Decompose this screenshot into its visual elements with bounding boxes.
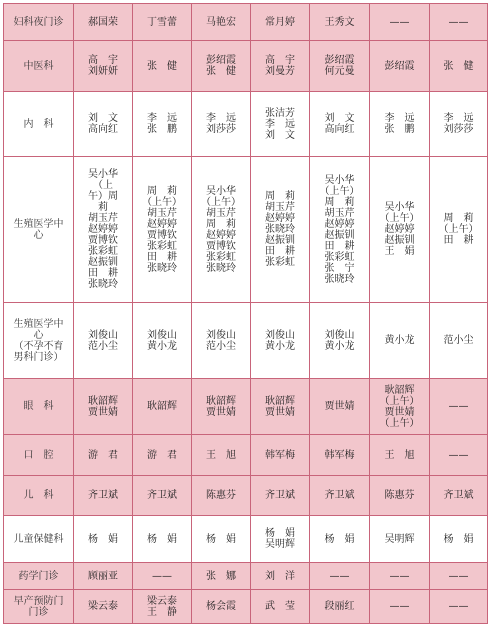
doctor-cell	[310, 379, 370, 435]
doctor-names: 耿韶辉	[147, 401, 177, 412]
doctor-cell	[74, 4, 133, 41]
schedule-row	[4, 92, 488, 157]
doctor-names: ——	[448, 449, 469, 461]
doctor-names: 陈惠芬	[384, 490, 415, 501]
doctor-names: 耿韶辉 贾世婧	[206, 395, 236, 418]
doctor-cell	[74, 92, 133, 157]
doctor-names: 吴小华 （上 午）周 莉 胡玉芹 赵婷婷 贾博钦 张彩虹 赵振钏 田 耕 张晓玲	[88, 169, 118, 290]
schedule-row	[4, 4, 488, 41]
doctor-cell	[370, 516, 430, 563]
doctor-names: 耿韶辉 （上午） 贾世婧 （上午）	[379, 384, 420, 429]
doctor-names: 周 莉 胡玉芹 赵婷婷 张晓玲 赵振钏 田 耕 张彩虹	[265, 191, 295, 268]
department-cell	[4, 563, 74, 590]
doctor-names: 杨 娟	[88, 533, 118, 545]
schedule-row	[4, 379, 488, 435]
department-name: 口 腔	[23, 449, 54, 461]
doctor-cell	[310, 563, 370, 590]
doctor-names: 刘俊山 黄小龙	[265, 329, 295, 352]
doctor-names: 彭绍霞 何元曼	[324, 55, 355, 77]
doctor-cell	[310, 516, 370, 563]
doctor-cell	[74, 379, 133, 435]
doctor-names: 张 娜	[206, 570, 236, 582]
doctor-names: 范小尘	[443, 335, 474, 346]
doctor-cell	[192, 476, 251, 516]
doctor-cell	[370, 41, 430, 92]
doctor-cell	[251, 563, 310, 590]
department-cell	[4, 379, 74, 435]
doctor-names: 顾丽亚	[88, 570, 118, 582]
doctor-cell	[251, 435, 310, 476]
department-name: 中医科	[23, 60, 54, 72]
doctor-cell	[251, 157, 310, 303]
doctor-names: ——	[448, 570, 469, 582]
department-name: 儿 科	[23, 490, 54, 501]
doctor-names: 齐卫斌	[88, 490, 118, 501]
doctor-cell	[370, 435, 430, 476]
doctor-names: 杨 娟	[206, 533, 236, 545]
doctor-names: ——	[152, 570, 172, 582]
doctor-names: 李 远 张 鹏	[147, 113, 177, 135]
doctor-names: ——	[389, 16, 410, 28]
doctor-cell	[192, 303, 251, 379]
doctor-cell	[192, 379, 251, 435]
doctor-names: 梁云泰 王 静	[147, 595, 177, 618]
doctor-names: 齐卫斌	[443, 490, 474, 501]
doctor-cell	[310, 157, 370, 303]
doctor-names: 高 宇 刘妍妍	[88, 55, 118, 77]
doctor-names: 王 旭	[384, 449, 415, 461]
doctor-names: 游 君	[88, 449, 118, 461]
doctor-cell	[370, 590, 430, 624]
doctor-cell	[430, 379, 488, 435]
department-name: 药学门诊	[18, 570, 59, 582]
doctor-cell	[430, 516, 488, 563]
doctor-names: 刘 洋	[265, 570, 295, 582]
doctor-names: 耿韶辉 贾世婧	[265, 395, 295, 418]
department-cell	[4, 476, 74, 516]
schedule-row	[4, 303, 488, 379]
schedule-row	[4, 516, 488, 563]
doctor-cell	[251, 4, 310, 41]
department-cell	[4, 92, 74, 157]
doctor-cell	[430, 4, 488, 41]
doctor-cell	[74, 435, 133, 476]
doctor-names: 游 君	[147, 449, 177, 461]
doctor-names: 彭绍霞 张 健	[206, 55, 236, 77]
doctor-names: ——	[389, 570, 410, 582]
doctor-cell	[370, 92, 430, 157]
department-cell	[4, 4, 74, 41]
doctor-names: ——	[389, 601, 410, 612]
department-cell	[4, 41, 74, 92]
doctor-names: 张洁芳 李 远 刘 文	[265, 107, 295, 141]
doctor-cell	[251, 379, 310, 435]
doctor-cell	[430, 157, 488, 303]
doctor-cell	[74, 590, 133, 624]
schedule-table	[3, 3, 488, 624]
doctor-names: 杨 娟	[147, 533, 177, 545]
department-name: 妇科夜门诊	[13, 16, 64, 28]
doctor-cell	[310, 590, 370, 624]
doctor-names: 武 莹	[265, 601, 295, 612]
doctor-names: 刘 文 高向红	[324, 113, 355, 135]
doctor-cell	[133, 563, 192, 590]
department-name: 早产预防门 门诊	[13, 595, 64, 618]
doctor-names: 耿韶辉 贾世婧	[88, 395, 118, 418]
doctor-cell	[74, 476, 133, 516]
doctor-cell	[74, 157, 133, 303]
doctor-cell	[370, 476, 430, 516]
doctor-cell	[251, 476, 310, 516]
doctor-names: 高 宇 刘曼芳	[265, 55, 295, 77]
doctor-cell	[192, 92, 251, 157]
department-name: 儿童保健科	[13, 533, 64, 545]
doctor-cell	[370, 4, 430, 41]
doctor-cell	[192, 157, 251, 303]
department-name: 生殖医学中 心	[13, 218, 64, 241]
doctor-cell	[310, 41, 370, 92]
doctor-names: ——	[329, 570, 350, 582]
doctor-cell	[133, 4, 192, 41]
doctor-cell	[310, 435, 370, 476]
doctor-cell	[74, 516, 133, 563]
doctor-names: 张 健	[147, 60, 177, 72]
department-name: 生殖医学中 心 （不孕不育 男科门诊）	[13, 318, 64, 363]
doctor-cell	[251, 303, 310, 379]
doctor-cell	[310, 4, 370, 41]
doctor-cell	[430, 563, 488, 590]
department-cell	[4, 516, 74, 563]
doctor-cell	[430, 435, 488, 476]
doctor-cell	[133, 379, 192, 435]
doctor-names: 吴明辉	[384, 533, 415, 545]
doctor-names: 张 健	[443, 60, 474, 72]
doctor-names: 韩军梅	[324, 449, 355, 461]
doctor-cell	[370, 303, 430, 379]
doctor-names: 王 旭	[206, 449, 236, 461]
doctor-names: 吴小华 （上午） 周 莉 胡玉芹 赵婷婷 赵振钏 田 耕 张彩虹 张 宁 张晓玲	[319, 174, 360, 285]
doctor-cell	[133, 476, 192, 516]
schedule-row	[4, 435, 488, 476]
doctor-names: 齐卫斌	[324, 490, 355, 501]
department-cell	[4, 303, 74, 379]
doctor-names: 彭绍霞	[384, 60, 415, 72]
doctor-cell	[74, 563, 133, 590]
doctor-names: 吴小华 （上午） 胡玉芹 周 莉 赵婷婷 贾博钦 张彩虹 张晓玲	[201, 185, 241, 274]
department-name: 内 科	[23, 118, 54, 130]
doctor-names: 杨 娟 吴明辉	[265, 528, 295, 550]
doctor-cell	[251, 516, 310, 563]
department-name: 眼 科	[23, 401, 54, 412]
doctor-cell	[251, 92, 310, 157]
doctor-names: 常月婷	[265, 16, 295, 28]
doctor-names: 刘 文 高向红	[88, 113, 118, 135]
doctor-cell	[430, 41, 488, 92]
schedule-row	[4, 590, 488, 624]
doctor-names: 杨会霞	[206, 601, 236, 612]
doctor-cell	[133, 41, 192, 92]
doctor-cell	[370, 563, 430, 590]
doctor-names: 梁云泰	[88, 601, 118, 612]
doctor-names: 李 远 张 鹏	[384, 113, 415, 135]
doctor-cell	[370, 379, 430, 435]
doctor-names: 杨 娟	[324, 533, 355, 545]
doctor-cell	[430, 476, 488, 516]
doctor-cell	[133, 92, 192, 157]
doctor-cell	[74, 41, 133, 92]
doctor-cell	[251, 590, 310, 624]
doctor-cell	[192, 4, 251, 41]
department-cell	[4, 157, 74, 303]
doctor-names: 周 莉 （上午） 田 耕	[438, 213, 479, 246]
doctor-names: 刘俊山 黄小龙	[324, 329, 355, 352]
doctor-names: 段丽红	[324, 601, 355, 612]
doctor-cell	[74, 303, 133, 379]
doctor-cell	[251, 41, 310, 92]
doctor-names: 刘俊山 范小尘	[88, 329, 118, 352]
department-cell	[4, 435, 74, 476]
schedule-row	[4, 157, 488, 303]
doctor-names: 刘俊山 范小尘	[206, 329, 236, 352]
doctor-names: ——	[448, 601, 469, 612]
doctor-names: 齐卫斌	[265, 490, 295, 501]
doctor-names: 吴小华 （上午） 赵婷婷 赵振钏 王 娟	[379, 202, 420, 257]
doctor-names: ——	[448, 16, 469, 28]
doctor-names: 刘俊山 黄小龙	[147, 329, 177, 352]
doctor-cell	[370, 157, 430, 303]
doctor-names: 贾世婧	[324, 401, 355, 412]
doctor-cell	[133, 157, 192, 303]
schedule-row	[4, 41, 488, 92]
doctor-names: ——	[448, 401, 469, 412]
doctor-cell	[133, 303, 192, 379]
doctor-cell	[133, 590, 192, 624]
doctor-cell	[430, 590, 488, 624]
doctor-cell	[192, 563, 251, 590]
doctor-names: 李 远 刘莎莎	[443, 113, 474, 135]
doctor-names: 李 远 刘莎莎	[206, 113, 236, 135]
doctor-cell	[310, 303, 370, 379]
doctor-names: 马艳宏	[206, 16, 236, 28]
doctor-names: 王秀文	[324, 16, 355, 28]
doctor-cell	[430, 303, 488, 379]
schedule-row	[4, 563, 488, 590]
doctor-cell	[310, 92, 370, 157]
doctor-names: 陈惠芬	[206, 490, 236, 501]
doctor-cell	[133, 435, 192, 476]
doctor-names: 黄小龙	[384, 335, 415, 346]
doctor-names: 丁雪蕾	[147, 16, 177, 28]
doctor-cell	[192, 41, 251, 92]
department-cell	[4, 590, 74, 624]
doctor-cell	[192, 435, 251, 476]
doctor-names: 周 莉 （上午） 胡玉芹 赵婷婷 贾博钦 张彩虹 田 耕 张晓玲	[142, 185, 182, 274]
doctor-cell	[192, 516, 251, 563]
doctor-names: 韩军梅	[265, 449, 295, 461]
doctor-cell	[310, 476, 370, 516]
doctor-names: 杨 娟	[443, 533, 474, 545]
schedule-row	[4, 476, 488, 516]
doctor-names: 齐卫斌	[147, 490, 177, 501]
doctor-cell	[192, 590, 251, 624]
doctor-names: 郝国荣	[88, 16, 118, 28]
doctor-cell	[133, 516, 192, 563]
doctor-cell	[430, 92, 488, 157]
